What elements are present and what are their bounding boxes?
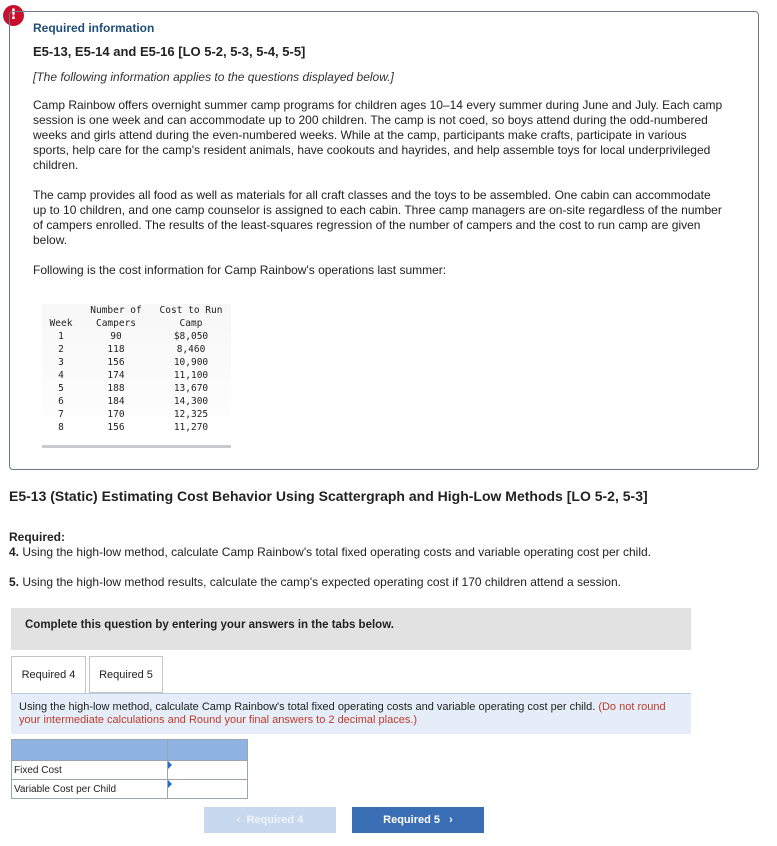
- required-information-heading: Required information: [33, 21, 155, 35]
- instructions-note: (Do not round your intermediate calculations and Round your final answers to 2 decimal places.): [19, 701, 666, 726]
- section-title: E5-13 (Static) Estimating Cost Behavior Using Scattergraph and High-Low Methods [LO 5-2, 5-3]: [9, 488, 648, 504]
- input-marker-icon: [168, 761, 172, 769]
- col-header-cost: Cost to Run Camp: [159, 305, 223, 329]
- paragraph-camp-costs: The camp provides all food as well as materials for all craft classes and the toys to be assembled. One cabin can accommodate up to 10 children, and one camp counselor is assigned to each cabin. Three camp managers are on-site regardless of the number of campers enrolled. The results of the least-squares regression of the number of campers and the cost to run camp are given below.: [33, 188, 722, 247]
- table-row: 4 174 11,100: [58, 370, 209, 381]
- table-row: 2 118 8,460: [58, 344, 206, 355]
- instructions-box: [11, 693, 691, 734]
- chevron-right-icon: ›: [449, 814, 453, 826]
- table-row: 5 188 13,670: [58, 383, 209, 394]
- table-row: 1 90 $8,050: [58, 331, 209, 342]
- table-row: [12, 780, 248, 799]
- col-header-campers: Number of Campers: [90, 305, 142, 329]
- applies-note: [The following information applies to the questions displayed below.]: [33, 70, 394, 84]
- next-required-5-button[interactable]: Required 5 ›: [352, 807, 484, 833]
- instructions-text: Using the high-low method, calculate Camp Rainbow's total fixed operating costs and variable operating cost per child.: [19, 701, 596, 713]
- variable-cost-input[interactable]: [168, 780, 247, 798]
- question-5: 5. Using the high-low method results, calculate the camp's expected operating cost if 170 children attend a session.: [9, 575, 621, 589]
- table-row: 6 184 14,300: [58, 396, 209, 407]
- required-label: Required:: [9, 530, 66, 544]
- tab-required-4[interactable]: Required 4: [11, 656, 86, 694]
- exercise-title: E5-13, E5-14 and E5-16 [LO 5-2, 5-3, 5-4, 5-5]: [33, 44, 306, 59]
- input-marker-icon: [168, 780, 172, 788]
- fixed-cost-input[interactable]: [168, 761, 247, 779]
- paragraph-camp-description: Camp Rainbow offers overnight summer camp programs for children ages 10–14 every summer during June and July. Each camp session is one week and can accommodate up to 200 children. The camp is not coed, so boys attend during the odd-numbered weeks and girls attend during the even-numbered weeks. While at the camp, participants make crafts, participate in various sports, help care for the camp's resident animals, have cookouts and hayrides, and help assemble toys for local underprivileged children.: [33, 98, 723, 172]
- paragraph-cost-intro: Following is the cost information for Camp Rainbow's operations last summer:: [33, 263, 447, 277]
- complete-banner-text: Complete this question by entering your answers in the tabs below.: [25, 619, 394, 631]
- table-row: 7 170 12,325: [58, 409, 209, 420]
- answer-header-value: [168, 740, 248, 761]
- alert-icon: !: [3, 5, 24, 26]
- table-row: 3 156 10,900: [58, 357, 209, 368]
- fixed-cost-label: Fixed Cost: [12, 761, 168, 780]
- answer-table: [11, 739, 248, 799]
- table-row: 8 156 11,270: [58, 422, 209, 433]
- question-4: 4. Using the high-low method, calculate Camp Rainbow's total fixed operating costs and variable operating cost per child.: [9, 545, 651, 559]
- complete-banner: [11, 608, 691, 650]
- fixed-cost-cell: [168, 761, 248, 780]
- prev-required-4-button[interactable]: ‹ Required 4: [204, 807, 336, 833]
- variable-cost-cell: [168, 780, 248, 799]
- cost-table: [43, 304, 229, 434]
- col-header-week: Week: [49, 318, 73, 329]
- tab-required-5[interactable]: Required 5: [89, 656, 163, 693]
- chevron-left-icon: ‹: [236, 814, 241, 826]
- table-row: [12, 761, 248, 780]
- variable-cost-label: Variable Cost per Child: [12, 780, 168, 799]
- answer-header-label: [12, 740, 168, 761]
